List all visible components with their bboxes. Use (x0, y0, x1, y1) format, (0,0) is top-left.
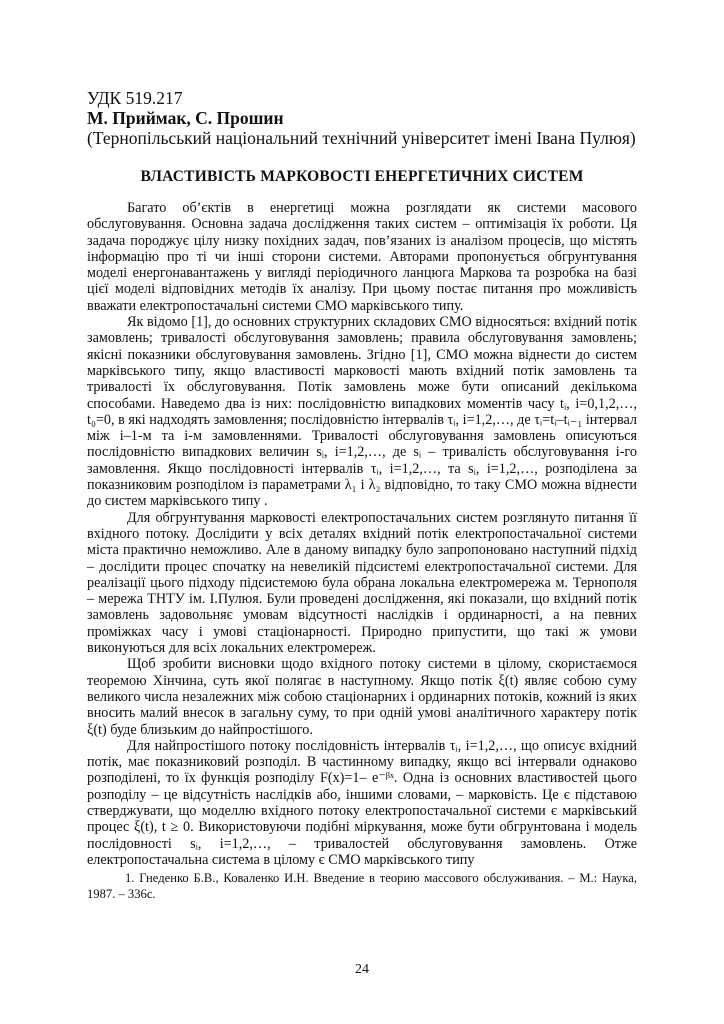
page-number: 24 (355, 962, 369, 977)
paper-title: ВЛАСТИВІСТЬ МАРКОВОСТІ ЕНЕРГЕТИЧНИХ СИСТЕМ (140, 168, 584, 185)
paragraph-2: Як відомо [1], до основних структурних складових СМО відносяться: вхідний потік замовлень; тривалості обслуговування замовлень; правила обслуговування замовлень; якісні показники обслуговування замовлень. Згідно [1], СМО можна віднести до систем марківського типу, якщо властивості марковості мають вхідний потік замовлень та тривалості їх обслуговування. Потік замовлень може бути описаний декількома способами. Наведемо два із них: послідовністю випадкових моментів часу tᵢ, i=0,1,2,…, t₀=0, в які надходять замовлення; послідовністю інтервалів τᵢ, i=1,2,…, де τᵢ=tᵢ–tᵢ₋₁ інтервал між i–1-м та i-м замовленнями. Тривалості обслуговування замовлень описуються послідовністю випадкових величин sᵢ, i=1,2,…, де sᵢ – тривалість обслуговування i-го замовлення. Якщо послідовності інтервалів τᵢ, i=1,2,…, та sᵢ, i=1,2,…, розподілена за показниковим розподілом із параметрами λ₁ і λ₂ відповідно, то таку СМО можна віднести до систем марківського типу . (87, 314, 637, 510)
paragraph-1: Багато об’єктів в енергетиці можна розглядати як системи масового обслуговування. Основна задача дослідження таких систем – оптимізація їх роботи. Ця задача породжує цілу низку похідних задач, пов’язаних із аналізом процесів, що містять інформацію про ті чи інші сторони системи. Авторами пропонується обгрунтування моделі енергонавантажень у вигляді періодичного ланцюга Маркова та розробка на базі цієї моделі відповідних методів їх аналізу. При цьому постає питання про можливість вважати електропостачальні системи СМО марківського типу. (87, 200, 637, 314)
reference-item: 1. Гнеденко Б.В., Коваленко И.Н. Введение в теорию массового обслуживания. – М.: Наука, 1987. – 336с. (87, 871, 637, 902)
udk-code: УДК 519.217 (87, 88, 183, 108)
paragraph-5: Для найпростішого потоку послідовність інтервалів τᵢ, i=1,2,…, що описує вхідний потік, має показниковий розподіл. В частинному випадку, якщо всі інтервали однаково розподілені, то їх функція розподілу F(x)=1– e⁻ᵝˣ. Одна із основних властивостей цього розподілу – це відсутність наслідків або, іншими словами, – марковість. Це є підставою стверджувати, що моделлю вхідного потоку електропостачальної системи є марківський процес ξ(t), t ≥ 0. Використовуючи подібні міркування, може бути обгрунтована і модель послідовності sᵢ, i=1,2,…, – тривалостей обслуговування замовлень. Отже електропостачальна система в цілому є СМО марківського типу (87, 737, 637, 868)
authors: М. Приймак, С. Прошин (87, 108, 284, 128)
paragraph-4: Щоб зробити висновки щодо вхідного потоку системи в цілому, скористаємося теоремою Хінчина, суть якої полягає в наступному. Якщо потік ξ(t) являє собою суму великого числа незалежних між собою стаціонарних і ординарних потоків, кожний із яких вносить малий внесок в загальну суму, то при одній умові аналітичного характеру потік ξ(t) буде близьким до найпростішого. (87, 656, 637, 738)
paragraph-3: Для обгрунтування марковості електропостачальних систем розглянуто питання її вхідного потоку. Дослідити у всіх деталях вхідний потік електропостачальної системи міста практично неможливо. Але в даному випадку було запропоновано наступний підхід – дослідити процес спочатку на невеликій підсистемі електропостачальної системи. Для реалізації цього підходу підсистемою була обрана локальна електромережа м. Тернополя – мережа ТНТУ ім. І.Пулюя. Були проведені дослідження, які показали, що вхідний потік замовлень задовольняє умовам відсутності наслідків і ординарності, а на певних проміжках часу і умові стаціонарності. Природно припустити, що такі ж умови виконуються для всіх локальних електромереж. (87, 509, 637, 657)
affiliation: (Тернопільський національний технічний університет імені Івана Пулюя) (87, 128, 636, 148)
page-content (87, 88, 637, 902)
